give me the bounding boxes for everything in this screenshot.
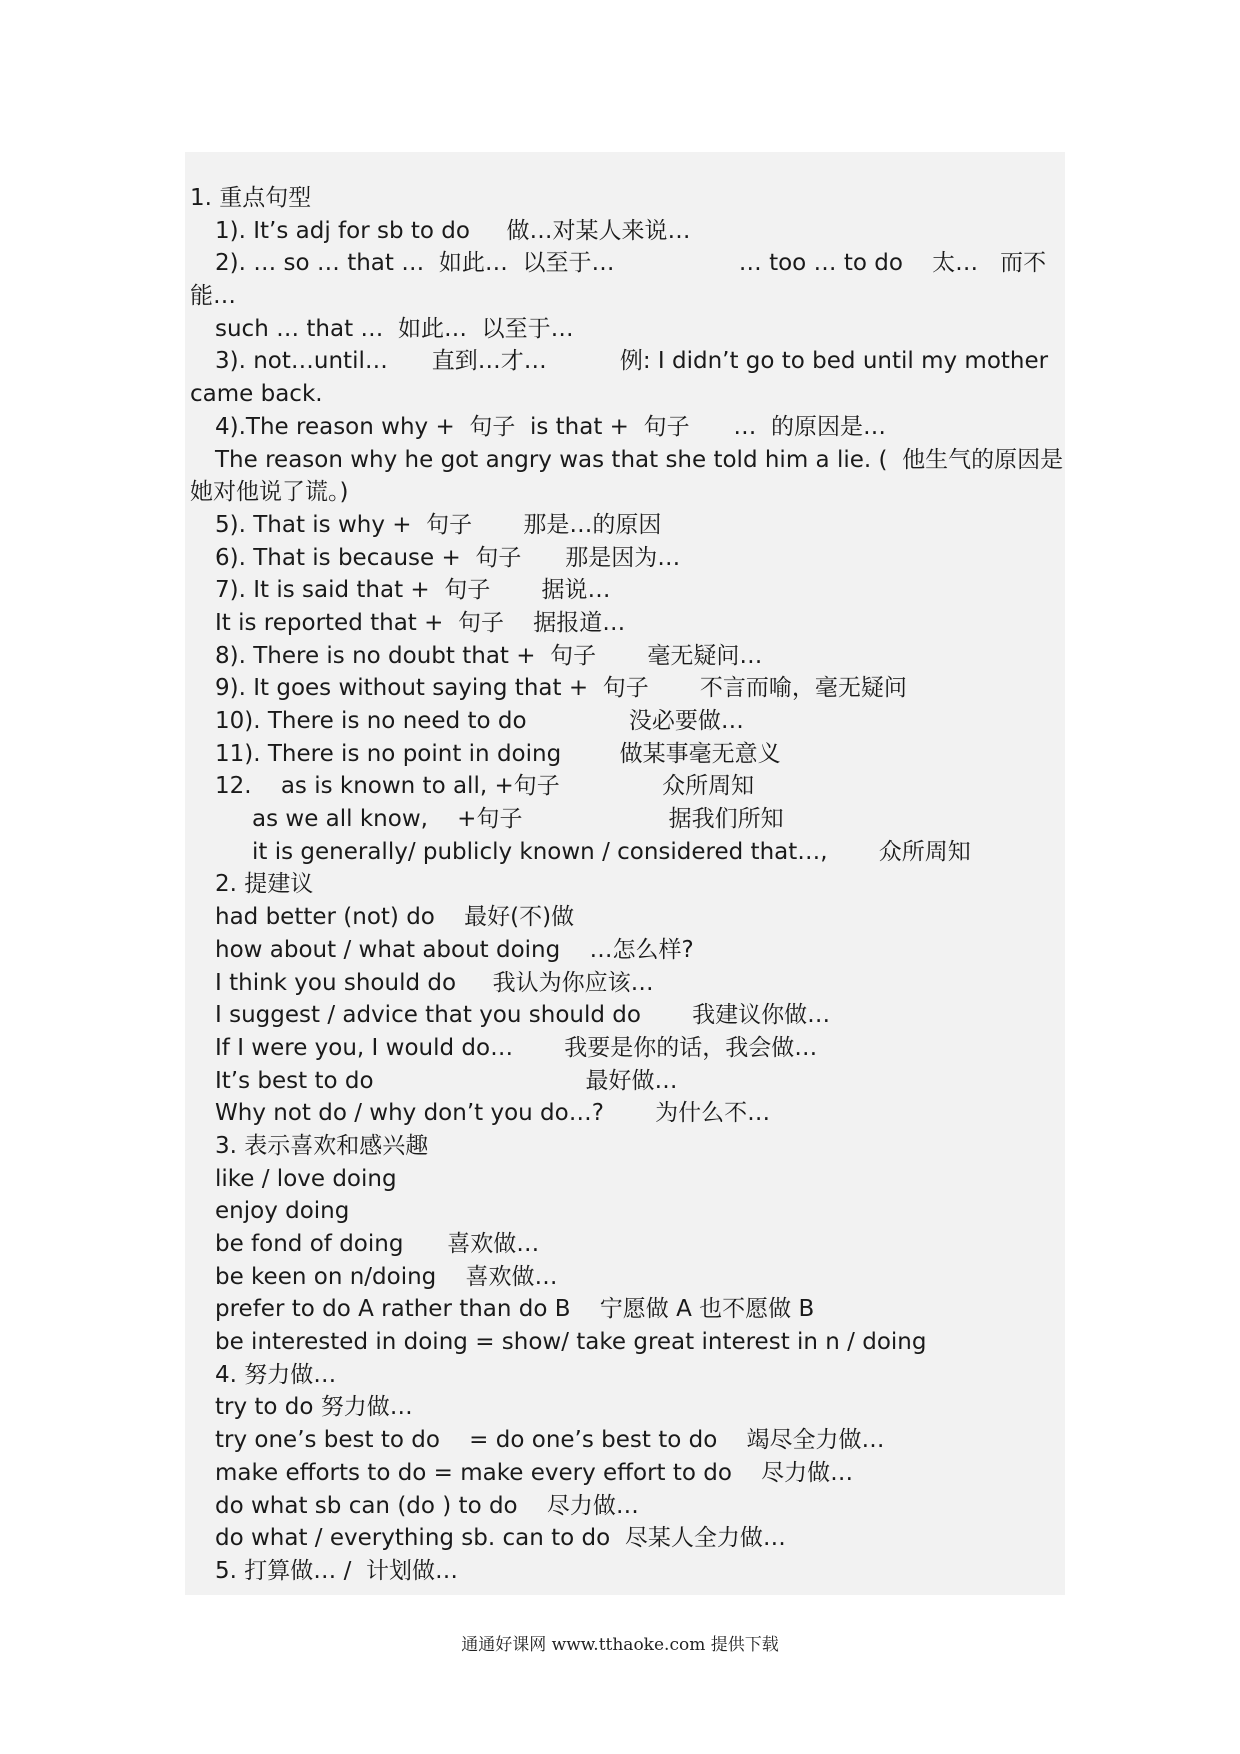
text-line: try one’s best to do = do one’s best to do 竭尽全力做…	[215, 1427, 885, 1454]
text-line: enjoy doing	[215, 1198, 350, 1225]
text-line: 1). It’s adj for sb to do 做…对某人来说…	[215, 217, 691, 244]
text-line: 她对他说了谎。)	[190, 479, 349, 506]
text-line: do what sb can (do ) to do 尽力做…	[215, 1492, 639, 1519]
text-line: 3). not…until… 直到…才… 例: I didn’t go to bed until my mother	[215, 348, 1049, 375]
text-line: 能…	[190, 283, 236, 310]
text-line: If I were you, I would do… 我要是你的话，我会做…	[215, 1034, 818, 1061]
footer-text: 通通好课网 www.tthaoke.com 提供下载	[461, 1635, 779, 1655]
text-line: make efforts to do = make every effort to do 尽力做…	[215, 1459, 854, 1486]
text-line: 5. 打算做… / 计划做…	[215, 1557, 458, 1584]
text-line: be keen on n/doing 喜欢做…	[215, 1263, 558, 1290]
text-line: 7). It is said that + 句子 据说…	[215, 577, 611, 604]
text-line: like / love doing	[215, 1165, 397, 1192]
text-line: I suggest / advice that you should do 我建议你做…	[215, 1002, 831, 1029]
text-line: 2). … so … that … 如此… 以至于… … too … to do 太… 而不	[215, 250, 1047, 277]
text-line: It is reported that + 句子 据报道…	[215, 609, 626, 636]
text-line: 2. 提建议	[215, 871, 314, 898]
text-line: Why not do / why don’t you do…? 为什么不…	[215, 1100, 771, 1127]
text-line: be fond of doing 喜欢做…	[215, 1231, 540, 1257]
text-line: it is generally/ publicly known / considered that…, 众所周知	[252, 838, 971, 865]
text-line: 12. as is known to all, +句子 众所周知	[215, 773, 755, 800]
text-line: had better (not) do 最好(不)做	[215, 904, 575, 931]
text-line: 6). That is because + 句子 那是因为…	[215, 544, 681, 571]
text-line: 9). It goes without saying that + 句子 不言而喻，毫无疑问	[215, 675, 907, 702]
text-line: 1. 重点句型	[190, 185, 312, 211]
text-line: as we all know, +句子 据我们所知	[252, 806, 784, 833]
text-line: try to do 努力做…	[215, 1394, 413, 1421]
text-line: 11). There is no point in doing 做某事毫无意义	[215, 740, 781, 767]
text-line: I think you should do 我认为你应该…	[215, 969, 654, 996]
text-line: be interested in doing = show/ take great interest in n / doing	[215, 1329, 927, 1356]
text-line: prefer to do A rather than do B 宁愿做 A 也不愿做 B	[215, 1296, 815, 1323]
text-line: 4. 努力做…	[215, 1361, 337, 1388]
text-line: 5). That is why + 句子 那是…的原因	[215, 511, 662, 538]
text-line: do what / everything sb. can to do 尽某人全力做…	[215, 1525, 786, 1552]
text-line: 4).The reason why + 句子 is that + 句子 … 的原因是…	[215, 413, 887, 440]
text-line: 10). There is no need to do 没必要做…	[215, 708, 744, 734]
text-line: It’s best to do 最好做…	[215, 1067, 678, 1094]
text-line: 3. 表示喜欢和感兴趣	[215, 1132, 429, 1159]
text-line: such … that … 如此… 以至于…	[215, 315, 574, 342]
text-line: how about / what about doing …怎么样?	[215, 936, 694, 963]
text-line: 8). There is no doubt that + 句子 毫无疑问…	[215, 642, 763, 669]
text-line: came back.	[190, 381, 323, 408]
text-line: The reason why he got angry was that she told him a lie. ( 他生气的原因是	[215, 446, 1064, 473]
document-body	[190, 182, 1064, 1588]
